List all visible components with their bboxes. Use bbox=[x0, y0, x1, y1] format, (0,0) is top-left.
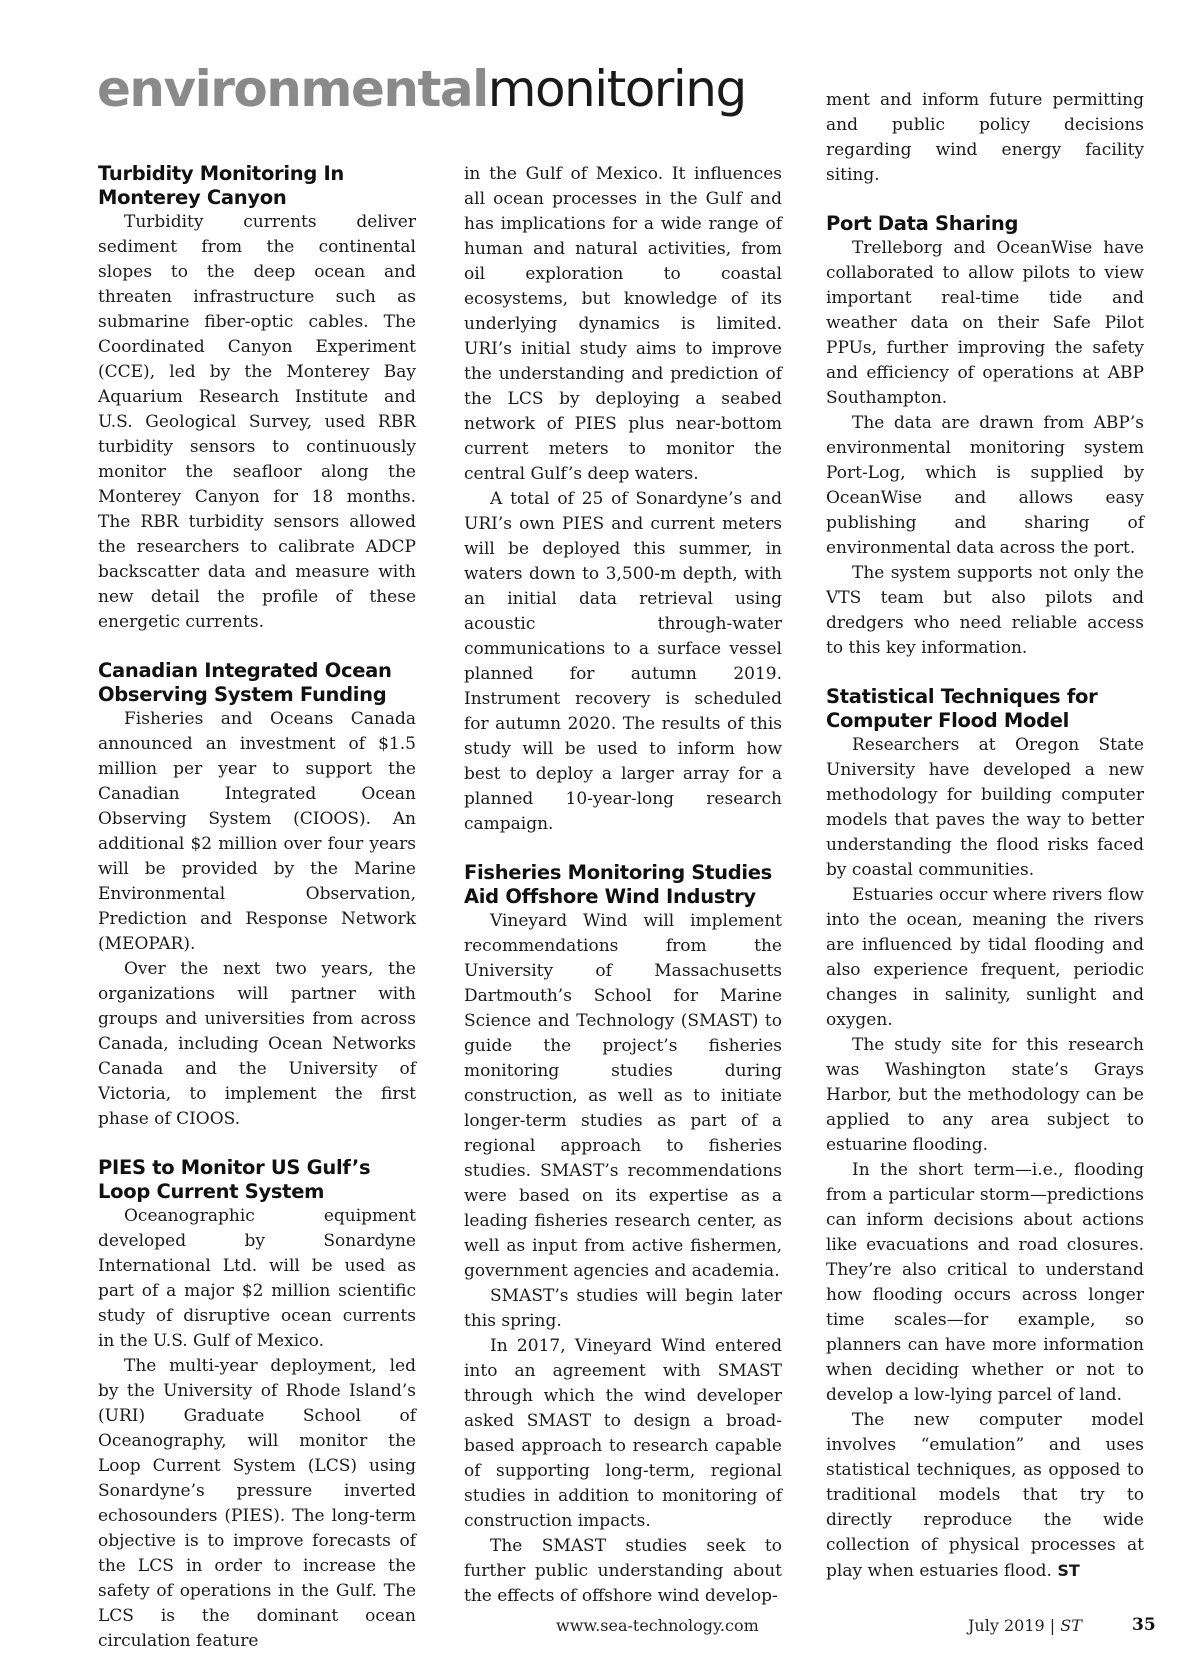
paragraph-flood-1: Researchers at Oregon State University have developed a new methodology for building computer models that paves the way to better understanding the flood risks faced by coastal communities. bbox=[826, 735, 1144, 880]
footer-website: www.sea-technology.com bbox=[556, 1616, 759, 1635]
column-2 bbox=[464, 162, 782, 1609]
paragraph-port-2: The data are drawn from ABP’s environmental monitoring system Port-Log, which is supplied by OceanWise and allows easy publishing and sharing of environmental data across the port. bbox=[826, 413, 1144, 558]
paragraph-fisheries-3: In 2017, Vineyard Wind entered into an agreement with SMAST through which the wind developer asked SMAST to design a broad-based approach to research capable of supporting long-term, regional studies in addition to monitoring of construction impacts. bbox=[464, 1336, 782, 1531]
heading-turbidity: Turbidity Monitoring In Monterey Canyon bbox=[98, 162, 345, 209]
paragraph-flood-5-text: The new computer model involves “emulation” and uses statistical techniques, as opposed to traditional models that try to directly reproduce the wide collection of physical processes at play when estuaries flood. bbox=[826, 1410, 1144, 1581]
paragraph-fisheries-2: SMAST’s studies will begin later this spring. bbox=[464, 1286, 782, 1331]
paragraph-pies-continued: in the Gulf of Mexico. It influences all ocean processes in the Gulf and has implications for a wide range of human and natural activities, from oil exploration to coastal ecosystems, but knowledge of its underlying dynamics is limited. URI’s initial study aims to improve the understanding and prediction of the LCS by deploying a seabed network of PIES plus near-bottom current meters to monitor the central Gulf’s deep waters. bbox=[464, 164, 782, 484]
end-mark: ST bbox=[1057, 1561, 1080, 1580]
heading-port-data: Port Data Sharing bbox=[826, 212, 1019, 235]
section-title-bold: environmental bbox=[97, 60, 488, 118]
paragraph-flood-4: In the short term—i.e., flooding from a particular storm—predictions can inform decisions about actions like evacuations and road closures. They’re also critical to understand how flooding occurs across longer time scales—for example, so planners can have more information when deciding whether or not to develop a low-lying parcel of land. bbox=[826, 1160, 1144, 1405]
column-1 bbox=[98, 162, 416, 1654]
paragraph-pies-1: Oceanographic equipment developed by Sonardyne International Ltd. will be used as part of a major $2 million scientific study of disruptive ocean currents in the U.S. Gulf of Mexico. bbox=[98, 1206, 416, 1351]
paragraph-flood-2: Estuaries occur where rivers flow into the ocean, meaning the rivers are influenced by tidal flooding and also experience frequent, periodic changes in salinity, sunlight and oxygen. bbox=[826, 885, 1144, 1030]
paragraph-cioos-2: Over the next two years, the organizations will partner with groups and universities from across Canada, including Ocean Networks Canada and the University of Victoria, to implement the first phase of CIOOS. bbox=[98, 959, 416, 1129]
paragraph-fisheries-4: The SMAST studies seek to further public understanding about the effects of offshore wind develop- bbox=[464, 1536, 782, 1606]
heading-cioos: Canadian Integrated Ocean Observing System Funding bbox=[98, 659, 392, 706]
footer-issue-date: July 2019 | bbox=[968, 1616, 1056, 1635]
footer-magazine-abbrev: ST bbox=[1060, 1616, 1082, 1635]
paragraph-fisheries-1: Vineyard Wind will implement recommendations from the University of Massachusetts Dartmouth’s School for Marine Science and Technology (SMAST) to guide the project’s fisheries monitoring studies during construction, as well as to initiate longer-term studies as part of a regional approach to fisheries studies. SMAST’s recommendations were based on its expertise as a leading fisheries research center, as well as input from active fishermen, government agencies and academia. bbox=[464, 911, 782, 1281]
heading-fisheries: Fisheries Monitoring Studies Aid Offshore Wind Industry bbox=[464, 861, 772, 908]
section-title bbox=[97, 60, 746, 118]
paragraph-port-3: The system supports not only the VTS team but also pilots and dredgers who need reliable access to this key information. bbox=[826, 563, 1144, 658]
heading-flood-model: Statistical Techniques for Computer Flood Model bbox=[826, 685, 1098, 732]
page-number: 35 bbox=[1132, 1615, 1156, 1635]
paragraph-pies-2: The multi-year deployment, led by the University of Rhode Island’s (URI) Graduate School of Oceanography, will monitor the Loop Current System (LCS) using Sonardyne’s pressure inverted echosounders (PIES). The long-term objective is to improve forecasts of the LCS in order to increase the safety of operations in the Gulf. The LCS is the dominant ocean circulation feature bbox=[98, 1356, 416, 1651]
paragraph-port-1: Trelleborg and OceanWise have collaborated to allow pilots to view important real-time tide and weather data on their Safe Pilot PPUs, further improving the safety and efficiency of operations at ABP Southampton. bbox=[826, 238, 1144, 408]
footer-issue bbox=[968, 1616, 1082, 1635]
section-title-regular: monitoring bbox=[487, 60, 746, 118]
heading-pies: PIES to Monitor US Gulf’s Loop Current System bbox=[98, 1156, 371, 1203]
column-3 bbox=[826, 88, 1144, 1584]
paragraph-fisheries-continued: ment and inform future permitting and public policy decisions regarding wind energy facility siting. bbox=[826, 90, 1144, 185]
paragraph-flood-3: The study site for this research was Washington state’s Grays Harbor, but the methodology can be applied to any area subject to estuarine flooding. bbox=[826, 1035, 1144, 1155]
paragraph-turbidity: Turbidity currents deliver sediment from the continental slopes to the deep ocean and threaten infrastructure such as submarine fiber-optic cables. The Coordinated Canyon Experiment (CCE), led by the Monterey Bay Aquarium Research Institute and U.S. Geological Survey, used RBR turbidity sensors to continuously monitor the seafloor along the Monterey Canyon for 18 months. The RBR turbidity sensors allowed the researchers to calibrate ADCP backscatter data and measure with new detail the profile of these energetic currents. bbox=[98, 212, 416, 632]
paragraph-pies-3: A total of 25 of Sonardyne’s and URI’s own PIES and current meters will be deployed this summer, in waters down to 3,500-m depth, with an initial data retrieval using acoustic through-water communications to a surface vessel planned for autumn 2019. Instrument recovery is scheduled for autumn 2020. The results of this study will be used to inform how best to deploy a larger array for a planned 10-year-long research campaign. bbox=[464, 489, 782, 834]
paragraph-flood-5 bbox=[826, 1408, 1144, 1584]
paragraph-cioos-1: Fisheries and Oceans Canada announced an investment of $1.5 million per year to support the Canadian Integrated Ocean Observing System (CIOOS). An additional $2 million over four years will be provided by the Marine Environmental Observation, Prediction and Response Network (MEOPAR). bbox=[98, 709, 416, 954]
